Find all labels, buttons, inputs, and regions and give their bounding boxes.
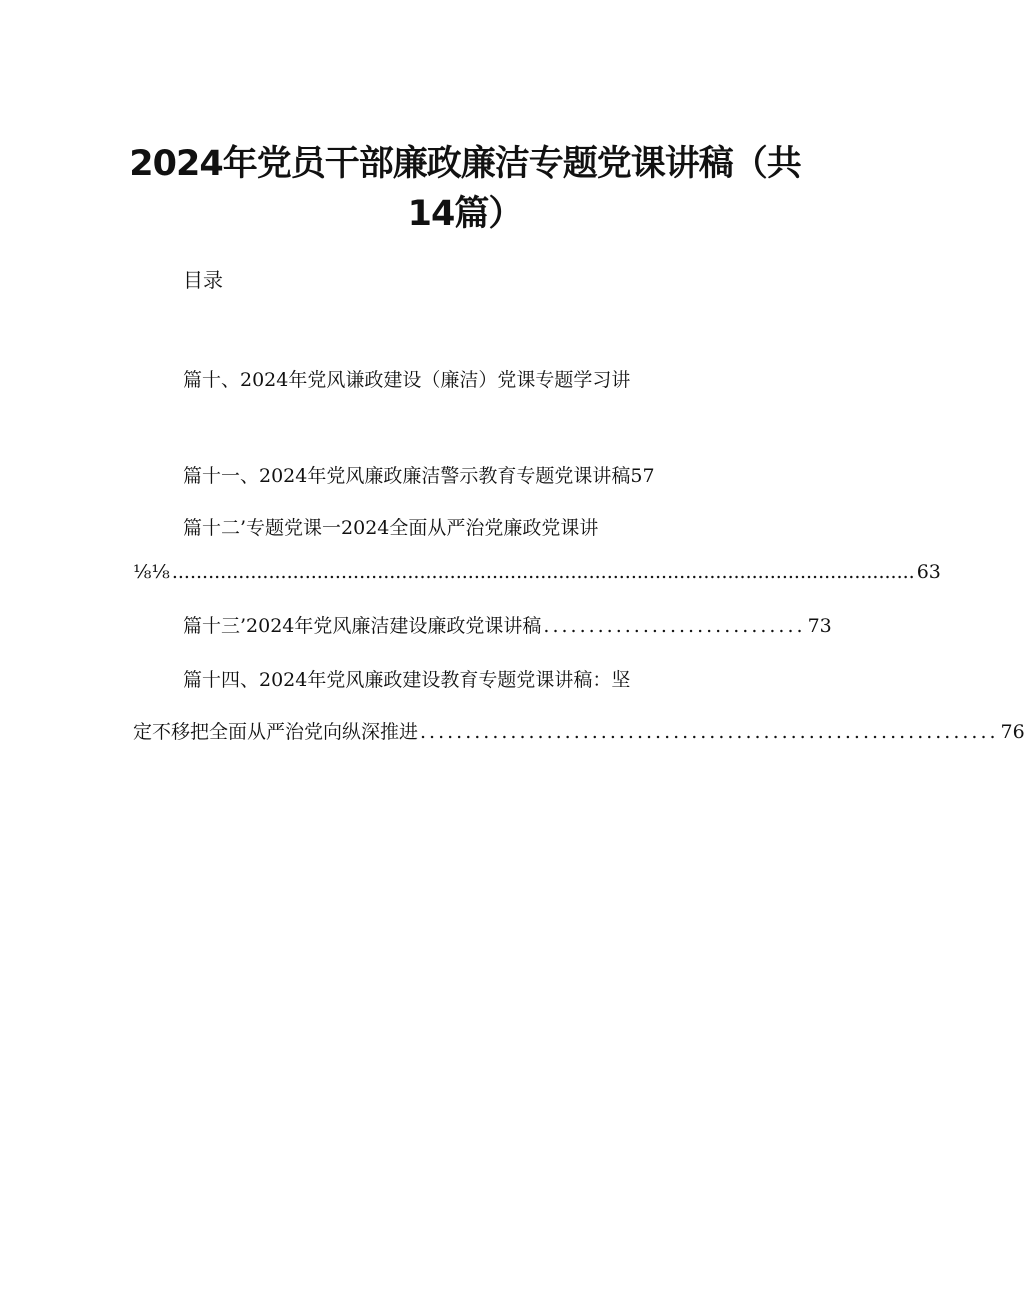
toc-entry-12-continuation[interactable] (133, 561, 941, 583)
toc-page-number: 76 (1000, 721, 1025, 743)
toc-entry-13-text: 篇十三’2024年党风廉洁建设廉政党课讲稿 (183, 615, 542, 637)
toc-entry-14-continuation[interactable] (133, 717, 1025, 744)
toc-leader-dots: ............................. (543, 615, 806, 637)
toc-leader-dots: ................................................................ (420, 721, 999, 743)
document-title-line1: 2024年党员干部廉政廉洁专题党课讲稿（共 (129, 144, 801, 184)
toc-entry-10[interactable]: 篇十、2024年党风谦政建设（廉洁）党课专题学习讲 (183, 369, 631, 391)
document-title-line2-text: 14篇） (407, 194, 523, 234)
toc-entry-14-tail: 定不移把全面从严治党向纵深推进 (133, 721, 419, 743)
toc-entry-12-tail: ⅛⅛ (133, 561, 170, 583)
toc-entry-12[interactable]: 篇十二’专题党课一2024全面从严治党廉政党课讲 (183, 517, 599, 539)
toc-page-number: 73 (807, 615, 832, 637)
toc-entry-11[interactable]: 篇十一、2024年党风廉政廉洁警示教育专题党课讲稿57 (183, 465, 655, 487)
toc-entry-14[interactable]: 篇十四、2024年党风廉政建设教育专题党课讲稿：坚 (183, 669, 631, 691)
toc-entry-13[interactable] (183, 611, 832, 638)
toc-heading: 目录 (183, 268, 223, 292)
toc-leader-dots: ........................................................................................................................... (171, 561, 915, 583)
toc-page-number: 63 (916, 561, 941, 583)
